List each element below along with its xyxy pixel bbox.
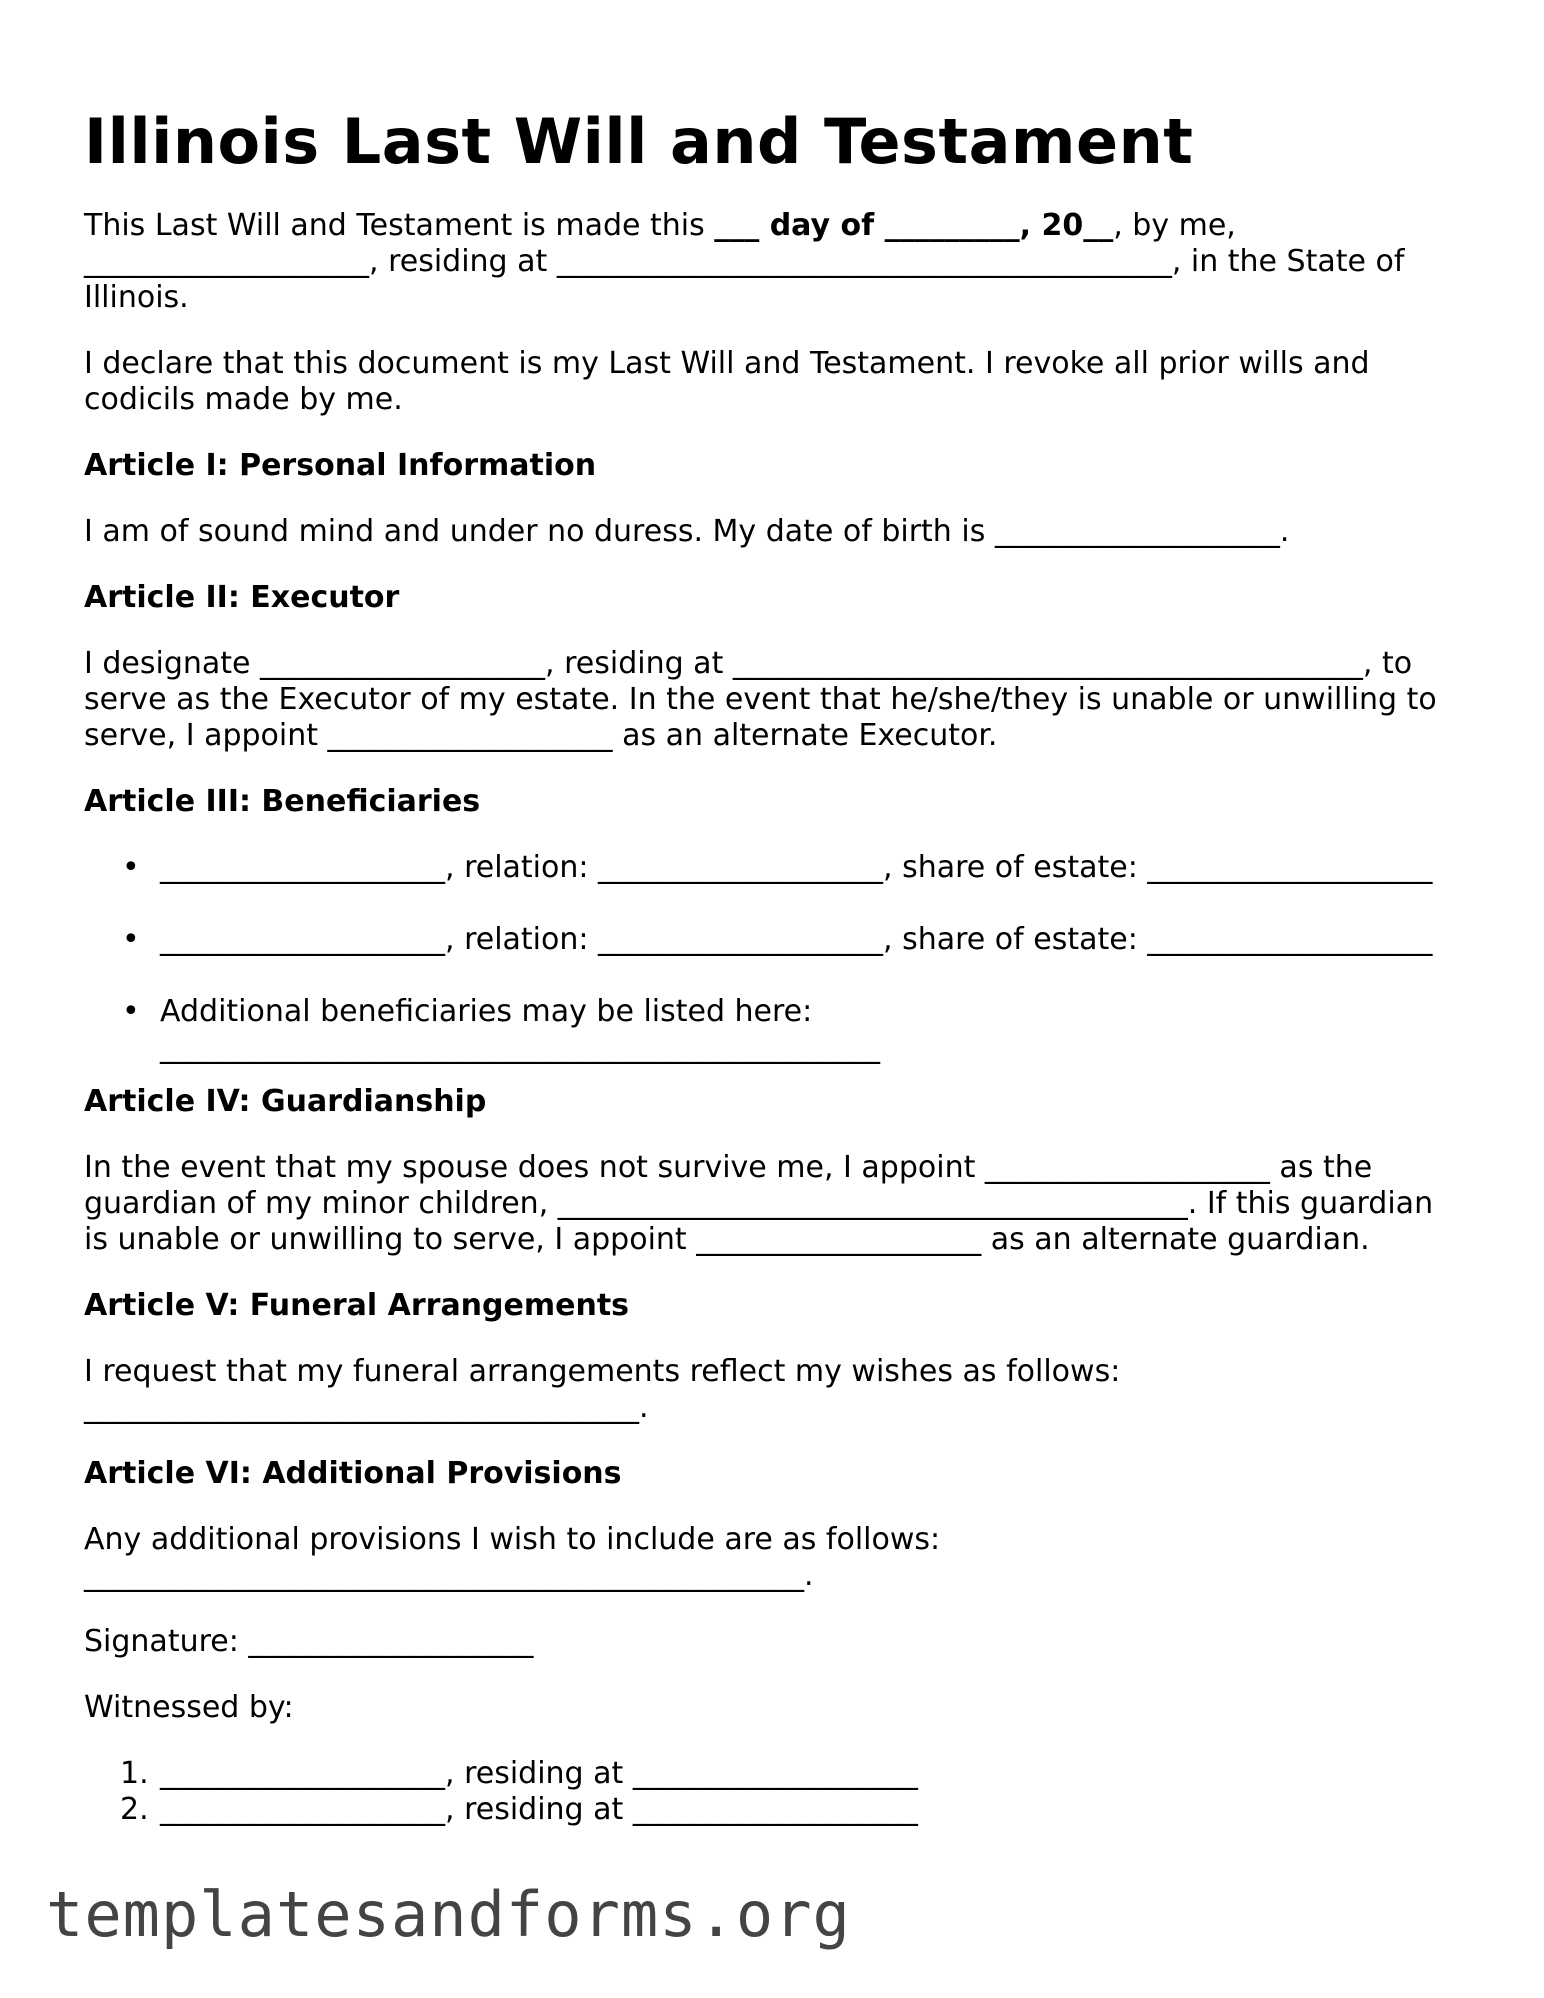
intro-text-end: , by me, ___________________, residing at _________________________________________, in the State of Illinois. xyxy=(84,208,1405,315)
witness-list xyxy=(84,1756,1464,1828)
article-6-heading: Article VI: Additional Provisions xyxy=(84,1456,622,1491)
declaration-paragraph: I declare that this document is my Last Will and Testament. I revoke all prior wills and codicils made by me. xyxy=(84,346,1370,417)
article-2-heading: Article II: Executor xyxy=(84,580,400,615)
document-title: Illinois Last Will and Testament xyxy=(84,105,1194,178)
article-3-heading: Article III: Beneficiaries xyxy=(84,784,481,819)
article-5-text: I request that my funeral arrangements reflect my wishes as follows: _____________________________________. xyxy=(84,1354,1121,1425)
article-2-text: I designate ___________________, residing at __________________________________________, to serve as the Executor of my estate. In the event that he/she/they is unable or unwilling to serve, I appoint ___________________ as an alternate Executor. xyxy=(84,646,1437,753)
article-6-text: Any additional provisions I wish to include are as follows: ________________________________________________. xyxy=(84,1522,941,1593)
witness-item: 1. ___________________, residing at ___________________ xyxy=(120,1756,918,1791)
intro-date-blank: ___ day of _________, 20__ xyxy=(714,208,1114,243)
beneficiaries-list xyxy=(84,850,1464,1066)
document-page xyxy=(84,102,1464,1828)
signature-line: Signature: ___________________ xyxy=(84,1624,534,1659)
witnessed-by-label: Witnessed by: xyxy=(84,1690,294,1725)
article-1-heading: Article I: Personal Information xyxy=(84,448,597,483)
witness-item: 2. ___________________, residing at ___________________ xyxy=(120,1792,918,1827)
intro-text-start: This Last Will and Testament is made this xyxy=(84,208,715,243)
watermark: templatesandforms.org xyxy=(46,1878,851,1951)
beneficiary-item: • Additional beneficiaries may be listed here: ________________________________________________ xyxy=(122,994,880,1065)
intro-paragraph xyxy=(84,208,1464,316)
bullet-icon: • xyxy=(122,994,140,1029)
bullet-icon: • xyxy=(122,850,140,885)
article-4-text: In the event that my spouse does not survive me, I appoint ___________________ as the guardian of my minor children, __________________________________________. If this guardian is unable or unwilling to serve, I appoint ___________________ as an alternate guardian. xyxy=(84,1150,1434,1257)
bullet-icon: • xyxy=(122,922,140,957)
article-5-heading: Article V: Funeral Arrangements xyxy=(84,1288,630,1323)
article-4-heading: Article IV: Guardianship xyxy=(84,1084,487,1119)
beneficiary-item: • ___________________, relation: ___________________, share of estate: ___________________ xyxy=(122,850,1433,885)
beneficiary-item: • ___________________, relation: ___________________, share of estate: ___________________ xyxy=(122,922,1433,957)
article-1-text: I am of sound mind and under no duress. My date of birth is ___________________. xyxy=(84,514,1290,549)
